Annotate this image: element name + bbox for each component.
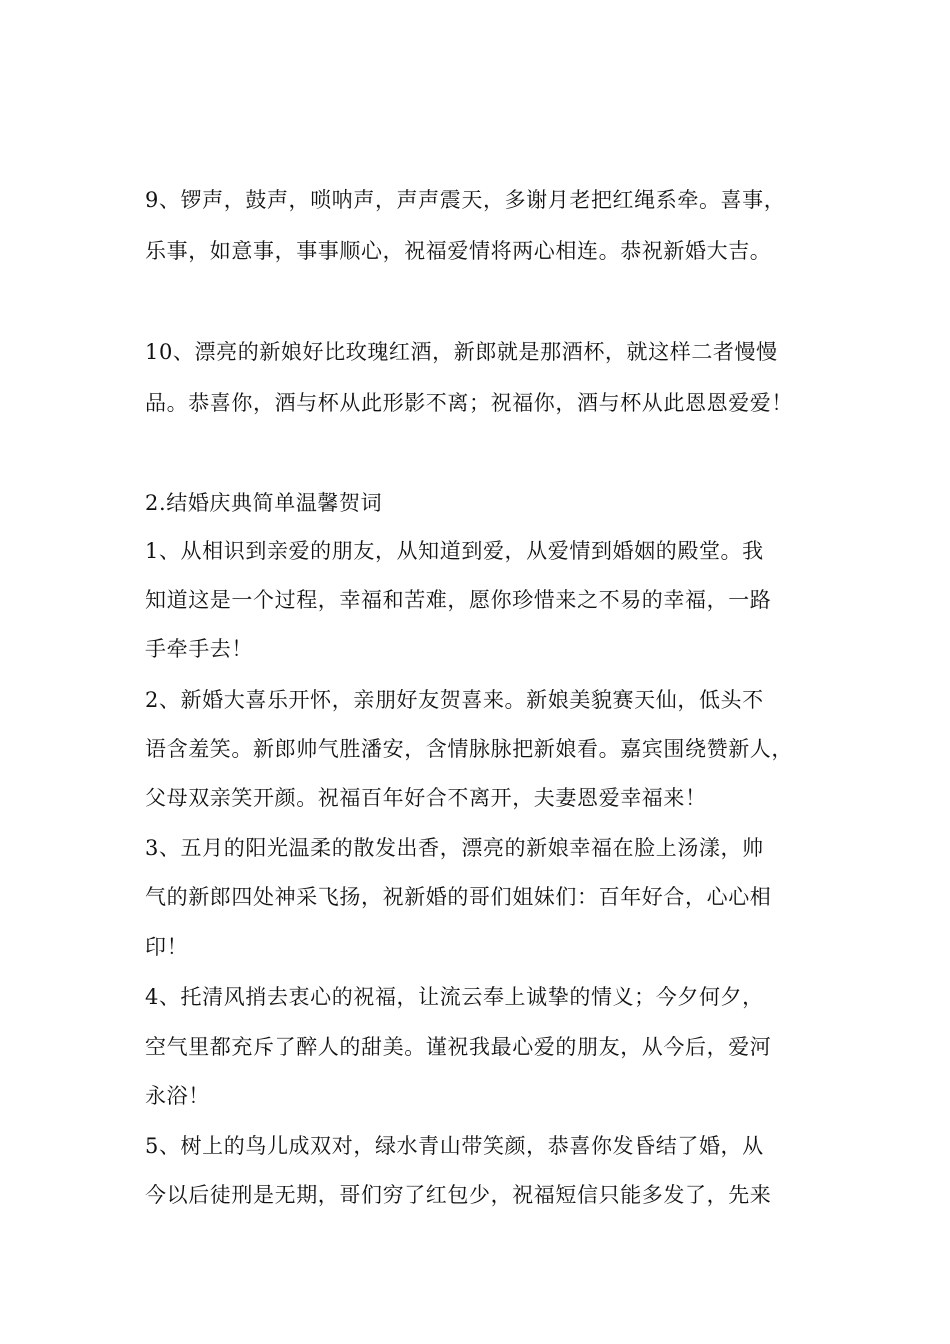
item-5-line-2: 今以后徒刑是无期，哥们穷了红包少，祝福短信只能多发了，先来 (145, 1183, 772, 1207)
paragraph-9-line-2: 乐事，如意事，事事顺心，祝福爱情将两心相连。恭祝新婚大吉。 (145, 239, 772, 263)
paragraph-10-line-2: 品。恭喜你，酒与杯从此形影不离；祝福你，酒与杯从此恩恩爱爱！ (145, 391, 793, 415)
item-4-line-1: 4、托清风捎去衷心的祝福，让流云奉上诚挚的情义；今夕何夕， (145, 985, 764, 1009)
item-2-line-2: 语含羞笑。新郎帅气胜潘安，含情脉脉把新娘看。嘉宾围绕赞新人， (145, 737, 793, 761)
item-1-line-3: 手牵手去！ (145, 637, 253, 661)
item-5-line-1: 5、树上的鸟儿成双对，绿水青山带笑颜，恭喜你发昏结了婚，从 (145, 1134, 764, 1158)
paragraph-9-line-1: 9、锣声，鼓声，唢呐声，声声震天，多谢月老把红绳系牵。喜事， (145, 188, 786, 212)
item-4-line-3: 永浴！ (145, 1084, 210, 1108)
paragraph-10-line-1: 10、漂亮的新娘好比玫瑰红酒，新郎就是那酒杯，就这样二者慢慢 (145, 340, 778, 364)
item-2-line-3: 父母双亲笑开颜。祝福百年好合不离开，夫妻恩爱幸福来！ (145, 786, 707, 810)
item-3-line-1: 3、五月的阳光温柔的散发出香，漂亮的新娘幸福在脸上汤漾，帅 (145, 836, 764, 860)
section-heading: 2.结婚庆典简单温馨贺词 (145, 491, 383, 515)
item-1-line-1: 1、从相识到亲爱的朋友，从知道到爱，从爱情到婚姻的殿堂。我 (145, 539, 764, 563)
item-4-line-2: 空气里都充斥了醉人的甜美。谨祝我最心爱的朋友，从今后，爱河 (145, 1035, 772, 1059)
item-3-line-2: 气的新郎四处神采飞扬，祝新婚的哥们姐妹们：百年好合，心心相 (145, 885, 772, 909)
item-3-line-3: 印！ (145, 935, 189, 959)
item-2-line-1: 2、新婚大喜乐开怀，亲朋好友贺喜来。新娘美貌赛天仙，低头不 (145, 688, 764, 712)
item-1-line-2: 知道这是一个过程，幸福和苦难，愿你珍惜来之不易的幸福，一路 (145, 588, 772, 612)
